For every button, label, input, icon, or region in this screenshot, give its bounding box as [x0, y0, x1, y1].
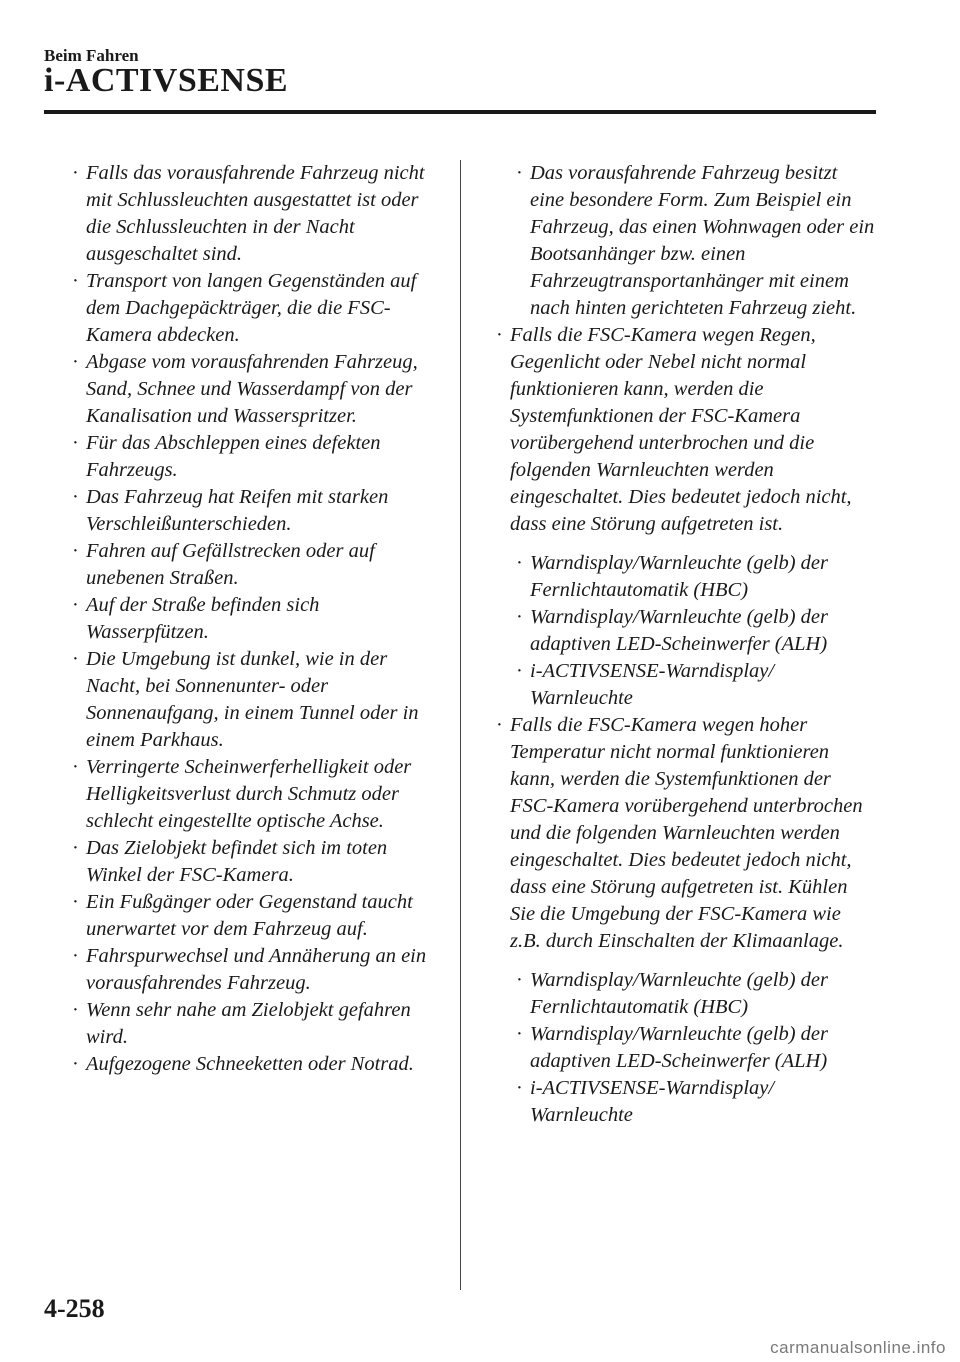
sub-list-item: [494, 160, 876, 322]
bullet-icon: ·: [72, 540, 79, 562]
item-text: Für das Abschleppen eines defekten Fahrzeugs.: [86, 432, 381, 481]
item-text: Falls die FSC-Kamera wegen hoher Temperatur nicht normal funktionieren kann, werden die Systemfunktionen der FSC-Kamera vorübergehend unterbrochen und die folgenden Warnleuchten werden eingeschaltet. Dies bedeutet jedoch nicht, dass eine Störung aufgetreten ist. Kühlen Sie die Umgebung der FSC-Kamera wie z.B. durch Einschalten der Klimaanlage.: [510, 714, 863, 952]
list-item: [70, 997, 440, 1051]
bullet-icon: ·: [516, 660, 523, 682]
bullet-icon: ·: [496, 324, 503, 346]
item-text: Fahrspurwechsel und Annäherung an ein vorausfahrendes Fahrzeug.: [86, 945, 427, 994]
title-rule: [44, 110, 876, 114]
bullet-icon: ·: [72, 1053, 79, 1075]
list-item: [70, 349, 440, 430]
item-text: Warndisplay/Warnleuchte (gelb) der adaptiven LED-Scheinwerfer (ALH): [530, 1023, 828, 1072]
left-column: [70, 160, 440, 1078]
item-text: Das vorausfahrende Fahrzeug besitzt eine besondere Form. Zum Beispiel ein Fahrzeug, das einen Wohnwagen oder ein Bootsanhänger bzw. einen Fahrzeugtransportanhänger mit einem nach hinten gerichteten Fahrzeug zieht.: [530, 162, 875, 319]
spacer: [494, 955, 876, 967]
bullet-icon: ·: [516, 162, 523, 184]
list-item: [70, 943, 440, 997]
bullet-icon: ·: [72, 486, 79, 508]
page-title: i-ACTIVSENSE: [44, 62, 289, 99]
list-item: [494, 712, 876, 955]
item-text: Verringerte Scheinwerferhelligkeit oder Helligkeitsverlust durch Schmutz oder schlecht eingestellte optische Achse.: [86, 756, 412, 832]
item-text: Abgase vom vorausfahrenden Fahrzeug, Sand, Schnee und Wasserdampf von der Kanalisation und Wasserspritzer.: [86, 351, 418, 427]
bullet-icon: ·: [516, 552, 523, 574]
item-text: i-ACTIVSENSE-Warndisplay/ Warnleuchte: [530, 660, 775, 709]
section-heading: Beim Fahren: [44, 46, 139, 65]
list-item: [70, 430, 440, 484]
bullet-icon: ·: [72, 432, 79, 454]
list-item: [70, 1051, 440, 1078]
item-text: Auf der Straße befinden sich Wasserpfützen.: [86, 594, 320, 643]
bullet-icon: ·: [72, 162, 79, 184]
list-item: [70, 592, 440, 646]
item-text: Falls die FSC-Kamera wegen Regen, Gegenlicht oder Nebel nicht normal funktionieren kann, werden die Systemfunktionen der FSC-Kamera vorübergehend unterbrochen und die folgenden Warnleuchten werden eingeschaltet. Dies bedeutet jedoch nicht, dass eine Störung aufgetreten ist.: [510, 324, 852, 535]
bullet-icon: ·: [516, 1023, 523, 1045]
sub-list-item: [494, 1075, 876, 1129]
item-text: Transport von langen Gegenständen auf dem Dachgepäckträger, die die FSC-Kamera abdecken.: [86, 270, 417, 346]
sub-list-item: [494, 604, 876, 658]
item-text: Falls das vorausfahrende Fahrzeug nicht mit Schlussleuchten ausgestattet ist oder die Schlussleuchten in der Nacht ausgeschaltet sind.: [86, 162, 425, 265]
list-item: [70, 889, 440, 943]
bullet-icon: ·: [516, 606, 523, 628]
bullet-icon: ·: [72, 945, 79, 967]
bullet-icon: ·: [516, 969, 523, 991]
item-text: Fahren auf Gefällstrecken oder auf unebenen Straßen.: [86, 540, 375, 589]
list-item: [70, 754, 440, 835]
list-item: [70, 160, 440, 268]
list-item: [70, 835, 440, 889]
item-text: Warndisplay/Warnleuchte (gelb) der Fernlichtautomatik (HBC): [530, 552, 828, 601]
sub-list-item: [494, 658, 876, 712]
bullet-icon: ·: [72, 999, 79, 1021]
list-item: [70, 268, 440, 349]
sub-list-item: [494, 550, 876, 604]
bullet-icon: ·: [72, 270, 79, 292]
bullet-icon: ·: [72, 837, 79, 859]
bullet-icon: ·: [496, 714, 503, 736]
item-text: i-ACTIVSENSE-Warndisplay/ Warnleuchte: [530, 1077, 775, 1126]
item-text: Ein Fußgänger oder Gegenstand taucht unerwartet vor dem Fahrzeug auf.: [86, 891, 413, 940]
spacer: [494, 538, 876, 550]
item-text: Aufgezogene Schneeketten oder Notrad.: [86, 1053, 414, 1075]
bullet-icon: ·: [72, 594, 79, 616]
item-text: Das Fahrzeug hat Reifen mit starken Verschleißunterschieden.: [86, 486, 389, 535]
bullet-icon: ·: [72, 756, 79, 778]
watermark: carmanualsonline.info: [770, 1338, 946, 1357]
item-text: Das Zielobjekt befindet sich im toten Winkel der FSC-Kamera.: [86, 837, 388, 886]
sub-list-item: [494, 967, 876, 1021]
column-divider: [460, 160, 461, 1290]
bullet-icon: ·: [516, 1077, 523, 1099]
list-item: [494, 322, 876, 538]
bullet-icon: ·: [72, 351, 79, 373]
list-item: [70, 538, 440, 592]
sub-list-item: [494, 1021, 876, 1075]
item-text: Die Umgebung ist dunkel, wie in der Nacht, bei Sonnenunter- oder Sonnenaufgang, in einem Tunnel oder in einem Parkhaus.: [86, 648, 419, 751]
bullet-icon: ·: [72, 648, 79, 670]
list-item: [70, 484, 440, 538]
list-item: [70, 646, 440, 754]
item-text: Warndisplay/Warnleuchte (gelb) der Fernlichtautomatik (HBC): [530, 969, 828, 1018]
right-column: [494, 160, 876, 1129]
page-number: 4-258: [44, 1294, 105, 1323]
bullet-icon: ·: [72, 891, 79, 913]
item-text: Wenn sehr nahe am Zielobjekt gefahren wird.: [86, 999, 411, 1048]
item-text: Warndisplay/Warnleuchte (gelb) der adaptiven LED-Scheinwerfer (ALH): [530, 606, 828, 655]
